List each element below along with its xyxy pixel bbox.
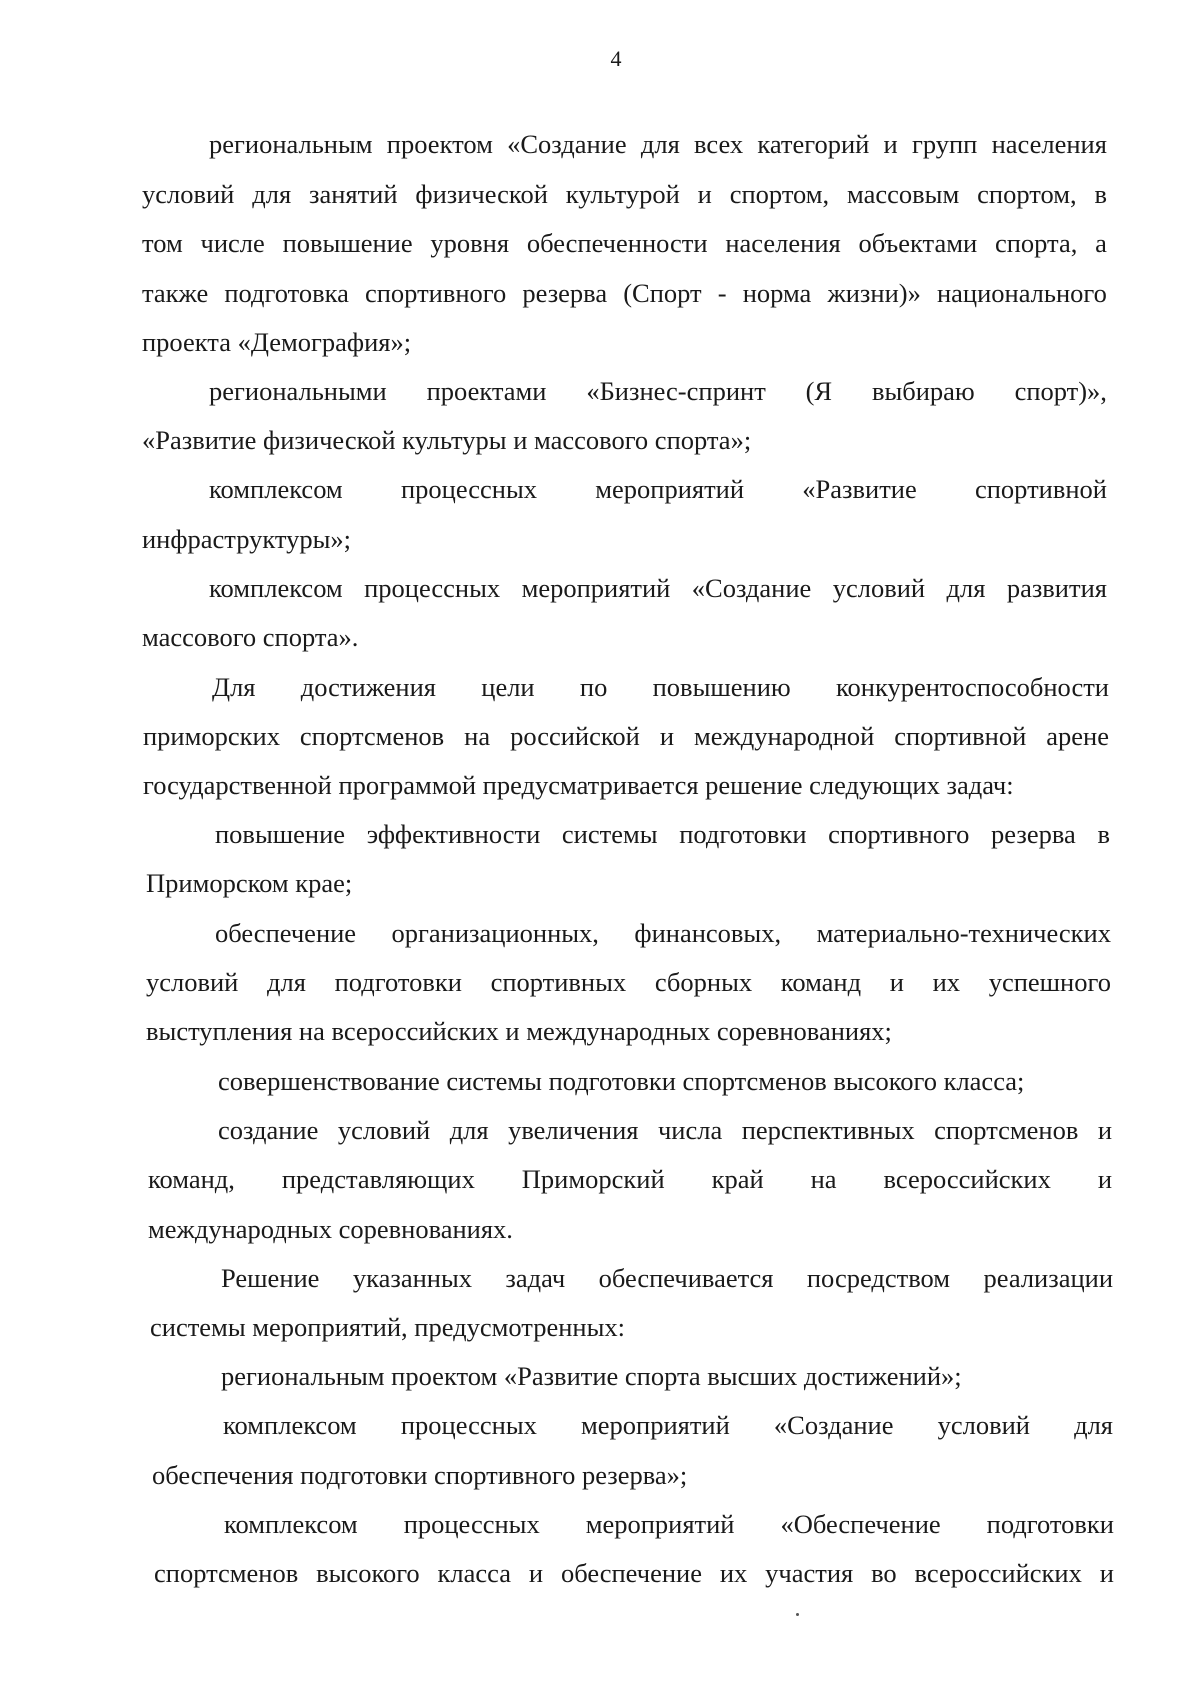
word: успешного <box>988 967 1111 997</box>
word: всероссийских <box>883 1164 1051 1194</box>
word: их <box>932 967 961 997</box>
text-line <box>142 178 1107 210</box>
word: «Обеспечение <box>780 1509 941 1539</box>
text-line <box>148 1163 1112 1195</box>
page-number: 4 <box>610 46 622 71</box>
text-line: системы мероприятий, предусмотренных: <box>150 1312 625 1342</box>
word: обеспечение <box>560 1558 703 1588</box>
word: развития <box>1006 573 1107 603</box>
word: увеличения <box>508 1115 639 1145</box>
word: условий <box>142 179 235 209</box>
word: в <box>1094 179 1107 209</box>
word: их <box>719 1558 748 1588</box>
text-line: региональным проектом «Развитие спорта высших достижений»; <box>221 1361 962 1391</box>
text-line <box>221 1262 1113 1294</box>
word: «Развитие <box>802 474 917 504</box>
word: системы <box>561 819 658 849</box>
word: спортивного <box>364 278 507 308</box>
word: объектами <box>858 228 978 258</box>
word: сборных <box>654 967 753 997</box>
word: жизни)» <box>827 278 921 308</box>
word: организационных, <box>391 918 599 948</box>
scan-speck <box>796 1613 799 1616</box>
word: числе <box>200 228 265 258</box>
word: процессных <box>403 1509 540 1539</box>
word: мероприятий <box>595 474 745 504</box>
word: на <box>464 721 491 751</box>
word: «Бизнес-спринт <box>586 376 766 406</box>
text-line: Приморском крае; <box>146 868 353 898</box>
word: повышению <box>652 672 791 702</box>
word: спортом, <box>729 179 830 209</box>
word: и <box>883 129 898 159</box>
word: населения <box>991 129 1107 159</box>
text-line <box>212 671 1109 703</box>
word: и <box>889 967 904 997</box>
word: условий <box>832 573 926 603</box>
word: повышение <box>215 819 346 849</box>
word: представляющих <box>281 1164 475 1194</box>
word: физической <box>415 179 548 209</box>
word: резерва <box>522 278 608 308</box>
word: и <box>659 721 674 751</box>
word: спортивных <box>490 967 627 997</box>
text-line: государственной программой предусматривается решение следующих задач: <box>143 770 1014 800</box>
word: региональными <box>209 376 387 406</box>
word: а <box>1095 228 1107 258</box>
word: указанных <box>352 1263 472 1293</box>
word: и <box>1097 1164 1112 1194</box>
word: занятий <box>309 179 398 209</box>
word: финансовых, <box>634 918 782 948</box>
word: на <box>810 1164 837 1194</box>
word: достижения <box>300 672 436 702</box>
word: и <box>697 179 712 209</box>
word: мероприятий <box>585 1509 735 1539</box>
text-line: «Развитие физической культуры и массового спорта»; <box>142 425 752 455</box>
text-line: обеспечения подготовки спортивного резерва»; <box>152 1460 688 1490</box>
word: условий <box>146 967 239 997</box>
word: обеспечение <box>215 918 357 948</box>
word: спортсменов <box>934 1115 1079 1145</box>
word: задач <box>505 1263 566 1293</box>
text-line <box>224 1508 1114 1540</box>
word: для <box>267 967 306 997</box>
text-line <box>146 966 1111 998</box>
word: комплексом <box>209 573 343 603</box>
word: во <box>871 1558 897 1588</box>
word: российской <box>510 721 640 751</box>
word: Для <box>212 672 256 702</box>
word: «Создание <box>773 1410 894 1440</box>
word: спорта, <box>994 228 1078 258</box>
word: (Я <box>805 376 833 406</box>
word: реализации <box>983 1263 1113 1293</box>
word: и <box>528 1558 544 1588</box>
text-line: выступления на всероссийских и международных соревнованиях; <box>146 1016 892 1046</box>
word: процессных <box>400 474 538 504</box>
word: - <box>717 278 727 308</box>
word: международной <box>693 721 875 751</box>
text-line <box>215 917 1111 949</box>
word: спортивного <box>828 819 970 849</box>
word: повышение <box>282 228 413 258</box>
word: том <box>142 228 183 258</box>
word: перспективных <box>741 1115 915 1145</box>
word: по <box>579 672 608 702</box>
word: спорт)», <box>1014 376 1107 406</box>
word: проектами <box>426 376 547 406</box>
word: спортсменов <box>154 1558 299 1588</box>
word: приморских <box>143 721 280 751</box>
text-line <box>223 1409 1113 1441</box>
word: числа <box>657 1115 723 1145</box>
word: массовым <box>847 179 960 209</box>
word: для <box>449 1115 489 1145</box>
word: команд, <box>148 1164 235 1194</box>
text-line <box>209 375 1107 407</box>
word: проектом <box>386 129 493 159</box>
word: создание <box>218 1115 319 1145</box>
word: всероссийских <box>914 1558 1082 1588</box>
word: и <box>1097 1115 1112 1145</box>
word: процессных <box>400 1410 537 1440</box>
word: условий <box>337 1115 431 1145</box>
text-line <box>209 572 1107 604</box>
word: и <box>1099 1558 1114 1588</box>
text-line: массового спорта». <box>142 622 359 652</box>
text-line <box>215 818 1110 850</box>
word: комплексом <box>224 1509 358 1539</box>
word: культурой <box>565 179 680 209</box>
word: край <box>711 1164 764 1194</box>
word: процессных <box>364 573 501 603</box>
text-line <box>142 227 1107 259</box>
word: региональным <box>209 129 373 159</box>
word: класса <box>437 1558 512 1588</box>
word: национального <box>936 278 1107 308</box>
word: (Спорт <box>623 278 702 308</box>
word: команд <box>780 967 862 997</box>
word: для <box>1074 1410 1113 1440</box>
word: мероприятий <box>581 1410 730 1440</box>
word: подготовка <box>224 278 349 308</box>
word: эффективности <box>366 819 541 849</box>
word: Решение <box>221 1263 320 1293</box>
text-line: проекта «Демография»; <box>142 327 412 357</box>
text-line: инфраструктуры»; <box>142 524 352 554</box>
word: обеспеченности <box>526 228 708 258</box>
word: для <box>640 129 680 159</box>
word: комплексом <box>223 1410 357 1440</box>
word: для <box>252 179 292 209</box>
word: условий <box>937 1410 1030 1440</box>
word: Приморский <box>521 1164 665 1194</box>
word: «Создание <box>507 129 627 159</box>
word: спортивной <box>894 721 1027 751</box>
word: «Создание <box>691 573 812 603</box>
word: подготовки <box>679 819 807 849</box>
word: категорий <box>757 129 870 159</box>
word: норма <box>742 278 812 308</box>
text-line <box>209 128 1107 160</box>
word: посредством <box>806 1263 951 1293</box>
text-line: совершенствование системы подготовки спортсменов высокого класса; <box>218 1066 1025 1096</box>
word: групп <box>911 129 978 159</box>
text-line <box>142 277 1107 309</box>
text-line <box>154 1557 1114 1589</box>
word: уровня <box>430 228 510 258</box>
word: спортом, <box>977 179 1077 209</box>
word: всех <box>694 129 744 159</box>
word: арене <box>1046 721 1109 751</box>
word: материально-технических <box>816 918 1111 948</box>
text-line <box>218 1114 1112 1146</box>
word: выбираю <box>871 376 975 406</box>
word: в <box>1097 819 1110 849</box>
word: также <box>142 278 209 308</box>
word: комплексом <box>209 474 343 504</box>
word: конкурентоспособности <box>835 672 1109 702</box>
word: резерва <box>991 819 1076 849</box>
word: подготовки <box>986 1509 1114 1539</box>
text-line <box>209 473 1107 505</box>
word: спортсменов <box>299 721 445 751</box>
text-line: международных соревнованиях. <box>148 1214 513 1244</box>
word: спортивной <box>974 474 1107 504</box>
word: обеспечивается <box>598 1263 774 1293</box>
word: для <box>946 573 986 603</box>
word: цели <box>481 672 535 702</box>
word: населения <box>725 228 841 258</box>
word: подготовки <box>334 967 462 997</box>
word: высокого <box>316 1558 420 1588</box>
text-line <box>143 720 1109 752</box>
word: участия <box>765 1558 854 1588</box>
word: мероприятий <box>521 573 671 603</box>
